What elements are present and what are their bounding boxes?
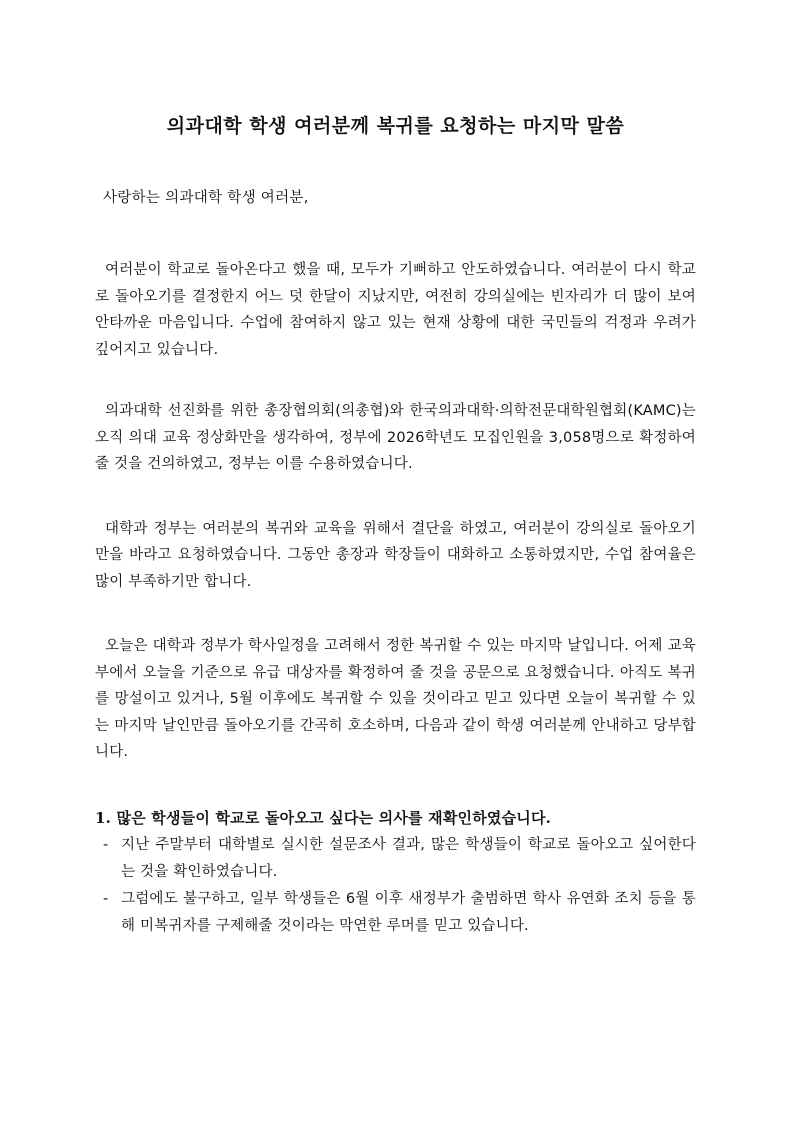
paragraph-2 xyxy=(95,398,696,478)
section-1-bullet-list xyxy=(95,832,696,940)
list-item xyxy=(95,832,696,886)
list-item xyxy=(95,886,696,940)
paragraph-3 xyxy=(95,516,696,596)
bullet-marker: - xyxy=(103,890,109,907)
section-1-heading: 1. 많은 학생들이 학교로 돌아오고 싶다는 의사를 재확인하였습니다. xyxy=(95,808,552,827)
document-title: 의과대학 학생 여러분께 복귀를 요청하는 마지막 말씀 xyxy=(166,115,625,137)
paragraph-4-text: 오늘은 대학과 정부가 학사일정을 고려해서 정한 복귀할 수 있는 마지막 날입니다. 어제 교육부에서 오늘을 기준으로 유급 대상자를 확정하여 줄 것을 공문으로 요청했습니다. 아직도 복귀를 망설이고 있거나, 5월 이후에도 복귀할 수 있을 것이라고 믿고 있다면 오늘이 복귀할 수 있는 마지막 날인만큼 돌아오기를 간곡히 호소하며, 다음과 같이 학생 여러분께 안내하고 당부합니다. xyxy=(95,638,696,760)
bullet-marker: - xyxy=(103,836,109,853)
bullet-text: 지난 주말부터 대학별로 실시한 설문조사 결과, 많은 학생들이 학교로 돌아오고 싶어한다는 것을 확인하였습니다. xyxy=(121,836,696,880)
paragraph-4 xyxy=(95,633,696,766)
salutation: 사랑하는 의과대학 학생 여러분, xyxy=(103,190,309,206)
paragraph-1 xyxy=(95,257,696,363)
paragraph-2-text: 의과대학 선진화를 위한 총장협의회(의총협)와 한국의과대학·의학전문대학원협회(KAMC)는 오직 의대 교육 정상화만을 생각하여, 정부에 2026학년도 모집인원을 3,058명으로 확정하여 줄 것을 건의하였고, 정부는 이를 수용하였습니다. xyxy=(95,403,696,472)
paragraph-1-text: 여러분이 학교로 돌아온다고 했을 때, 모두가 기뻐하고 안도하였습니다. 여러분이 다시 학교로 돌아오기를 결정한지 어느 덧 한달이 지났지만, 여전히 강의실에는 빈자리가 더 많이 보여 안타까운 마음입니다. 수업에 참여하지 않고 있는 현재 상황에 대한 국민들의 걱정과 우려가 깊어지고 있습니다. xyxy=(95,262,696,358)
bullet-text: 그럼에도 불구하고, 일부 학생들은 6월 이후 새정부가 출범하면 학사 유연화 조치 등을 통해 미복귀자를 구제해줄 것이라는 막연한 루머를 믿고 있습니다. xyxy=(121,890,696,934)
paragraph-3-text: 대학과 정부는 여러분의 복귀와 교육을 위해서 결단을 하였고, 여러분이 강의실로 돌아오기만을 바라고 요청하였습니다. 그동안 총장과 학장들이 대화하고 소통하였지만, 수업 참여율은 많이 부족하기만 합니다. xyxy=(95,520,696,590)
